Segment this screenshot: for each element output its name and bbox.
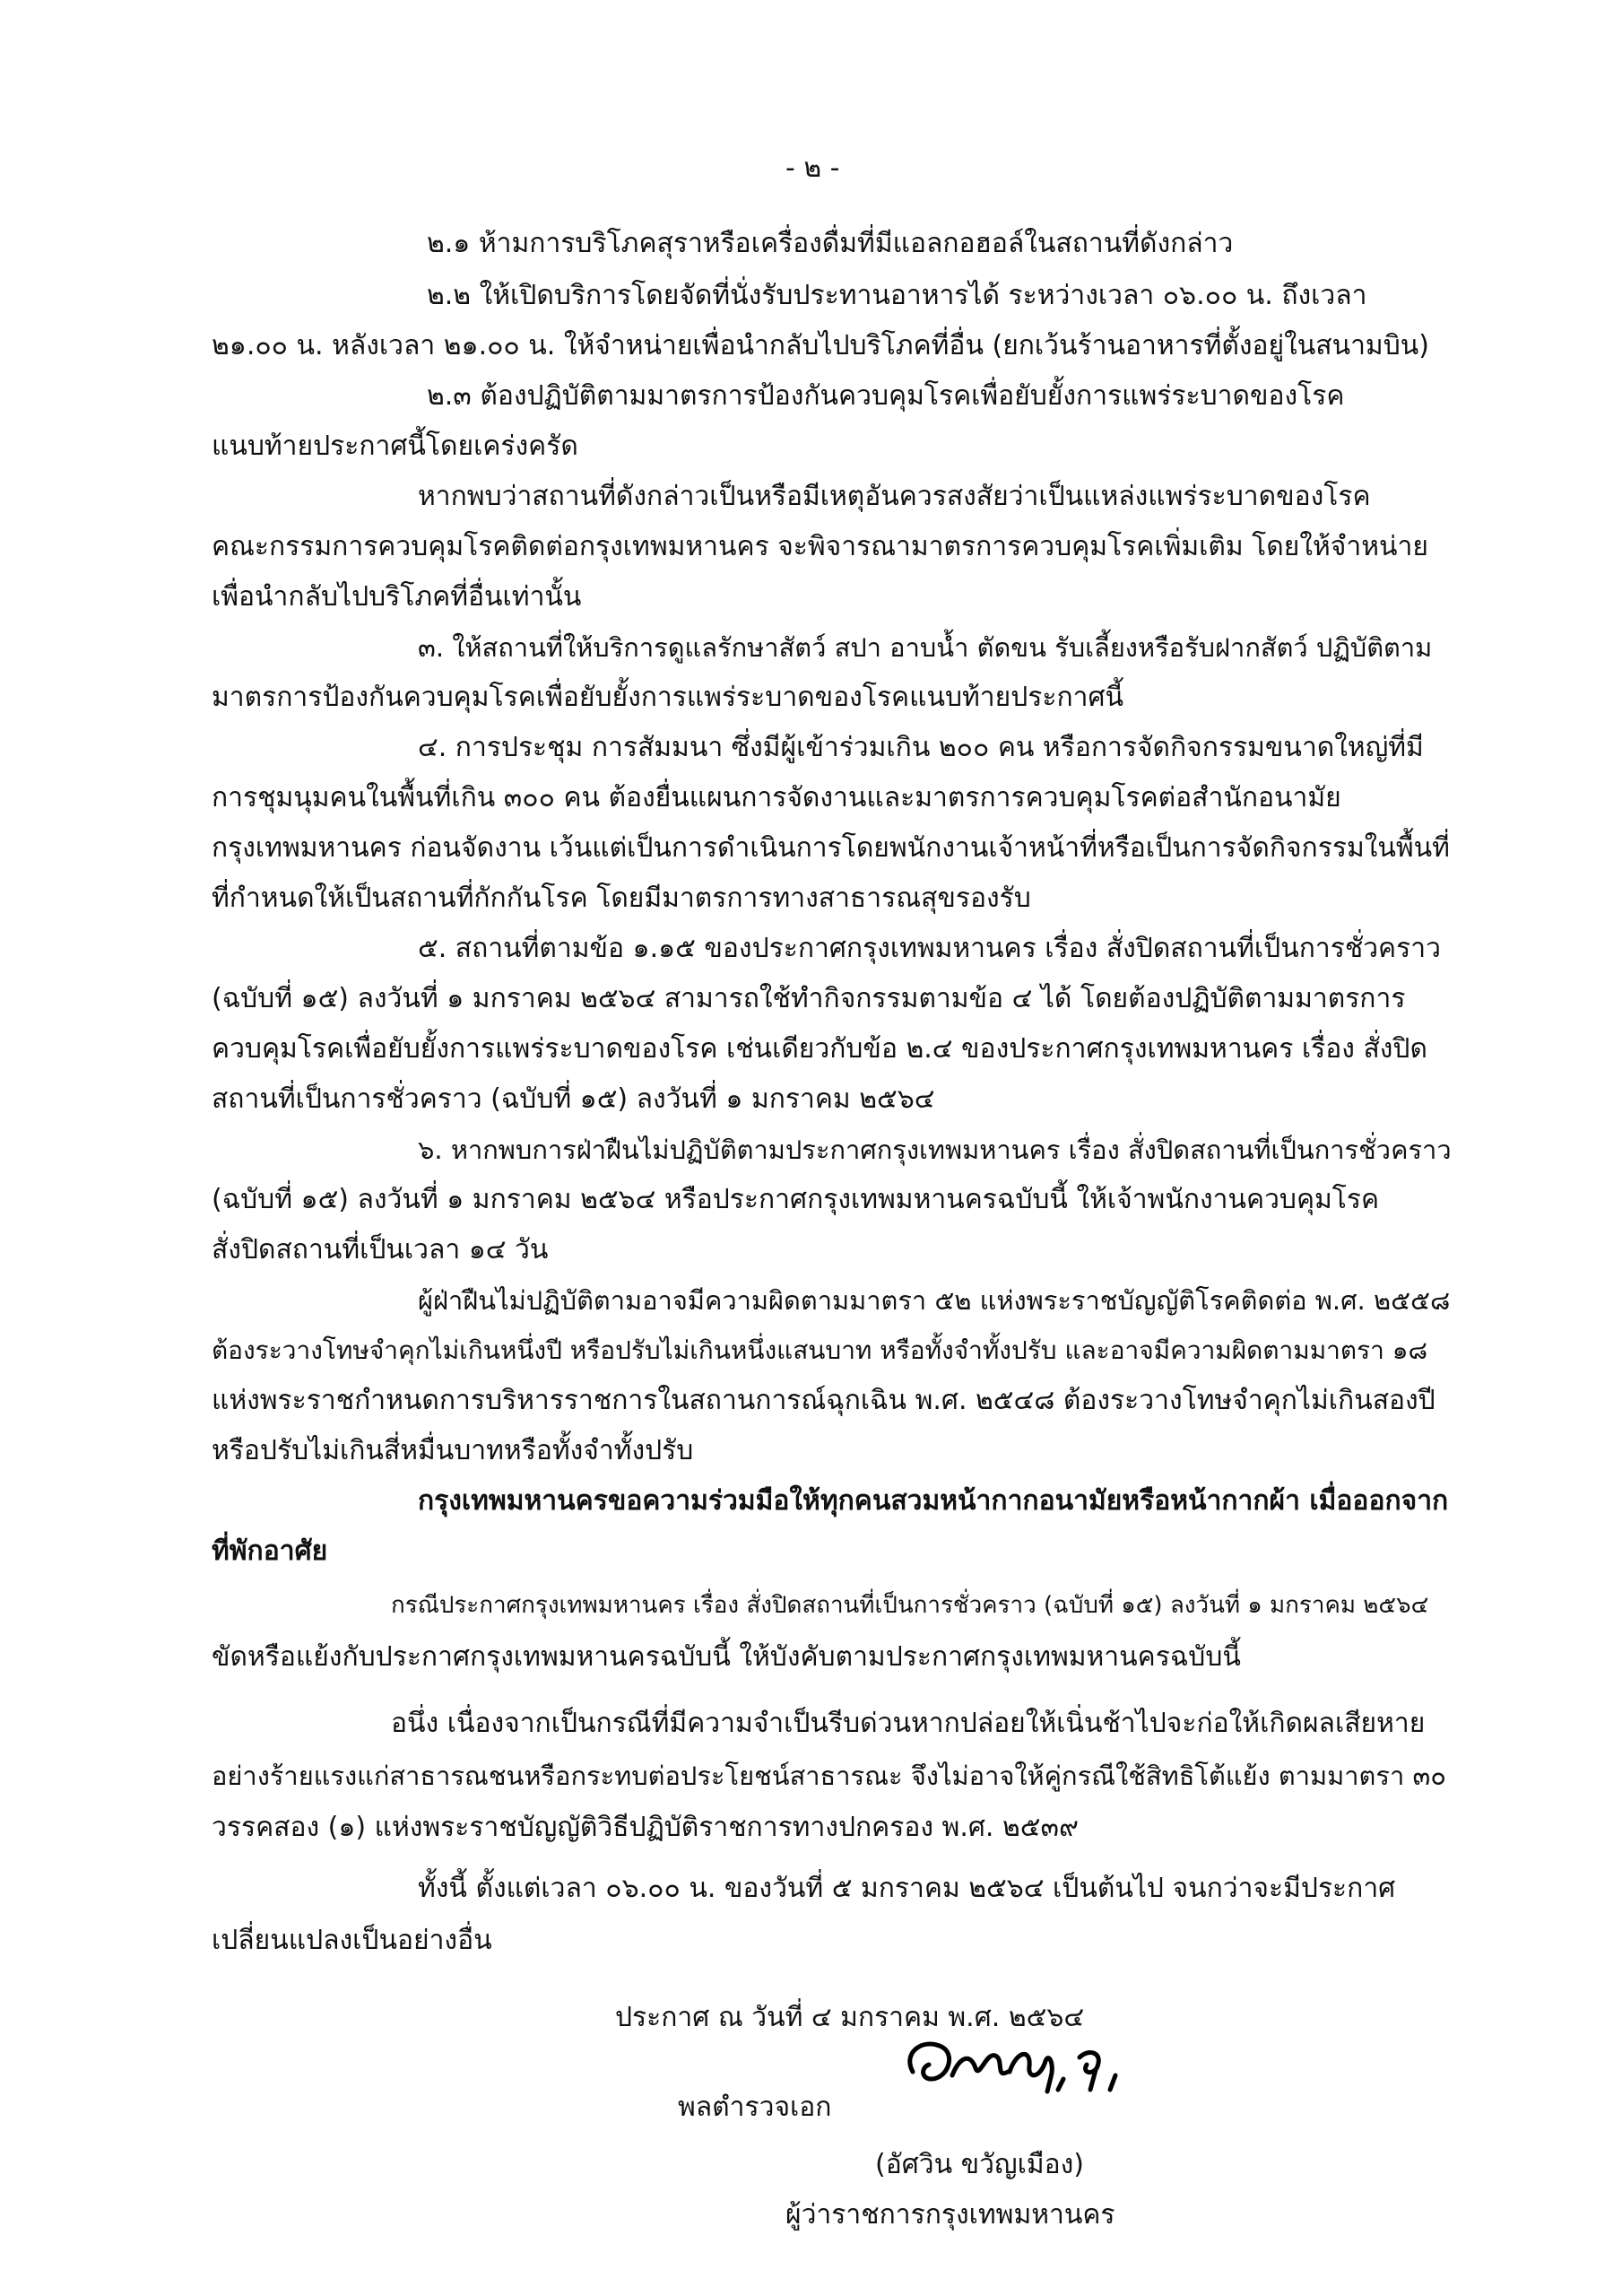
penalty-line-1: ผู้ฝ่าฝืนไม่ปฏิบัติตามอาจมีความผิดตามมาตรา ๕๒ แห่งพระราชบัญญัติโรคติดต่อ พ.ศ. ๒๕๕๘ [418, 1285, 1451, 1316]
urgency-clause-line-3: วรรคสอง (๑) แห่งพระราชบัญญัติวิธีปฏิบัติราชการทางปกครอง พ.ศ. ๒๕๓๙ [212, 1812, 1079, 1843]
clause-2-1-line-1: ๒.๑ ห้ามการบริโภคสุราหรือเครื่องดื่มที่มีแอลกอฮอล์ในสถานที่ดังกล่าว [427, 228, 1234, 259]
clause-4-line-2: การชุมนุมคนในพื้นที่เกิน ๓๐๐ คน ต้องยื่นแผนการจัดงานและมาตรการควบคุมโรคต่อสำนักอนามัย [212, 782, 1341, 813]
clause-4-line-1: ๔. การประชุม การสัมมนา ซึ่งมีผู้เข้าร่วมเกิน ๒๐๐ คน หรือการจัดกิจกรรมขนาดใหญ่ที่มี [418, 732, 1424, 763]
penalty-line-2: ต้องระวางโทษจำคุกไม่เกินหนึ่งปี หรือปรับไม่เกินหนึ่งแสนบาท หรือทั้งจำทั้งปรับ และอาจมีความผิดตามมาตรา ๑๘ [212, 1335, 1428, 1365]
clause-5-line-4: สถานที่เป็นการชั่วคราว (ฉบับที่ ๑๕) ลงวันที่ ๑ มกราคม ๒๕๖๔ [212, 1083, 935, 1115]
urgency-clause-line-1: อนึ่ง เนื่องจากเป็นกรณีที่มีความจำเป็นรีบด่วนหากปล่อยให้เนิ่นช้าไปจะก่อให้เกิดผลเสียหาย [391, 1708, 1426, 1739]
clause-5-line-1: ๕. สถานที่ตามข้อ ๑.๑๕ ของประกาศกรุงเทพมหานคร เรื่อง สั่งปิดสถานที่เป็นการชั่วคราว [418, 933, 1441, 964]
mask-request-line-2: ที่พักอาศัย [212, 1535, 328, 1567]
clause-6-line-1: ๖. หากพบการฝ่าฝืนไม่ปฏิบัติตามประกาศกรุงเทพมหานคร เรื่อง สั่งปิดสถานที่เป็นการชั่วคราว [418, 1135, 1452, 1165]
urgency-clause-line-2: อย่างร้ายแรงแก่สาธารณชนหรือกระทบต่อประโยชน์สาธารณะ จึงไม่อาจให้คู่กรณีใช้สิทธิโต้แย้ง ตามมาตรา ๓๐ [212, 1761, 1446, 1791]
clause-6-line-3: สั่งปิดสถานที่เป็นเวลา ๑๔ วัน [212, 1234, 549, 1265]
penalty-line-4: หรือปรับไม่เกินสี่หมื่นบาทหรือทั้งจำทั้งปรับ [212, 1435, 694, 1466]
page-number: - ๒ - [785, 152, 840, 184]
outbreak-note-line-2: คณะกรรมการควบคุมโรคติดต่อกรุงเทพมหานคร จะพิจารณามาตรการควบคุมโรคเพิ่มเติม โดยให้จำหน่าย [212, 531, 1428, 562]
signatory-name: (อัศวิน ขวัญเมือง) [875, 2149, 1084, 2180]
clause-2-3-line-2: แนบท้ายประกาศนี้โดยเคร่งครัด [212, 430, 578, 462]
clause-2-2-line-1: ๒.๒ ให้เปิดบริการโดยจัดที่นั่งรับประทานอาหารได้ ระหว่างเวลา ๐๖.๐๐ น. ถึงเวลา [427, 280, 1367, 311]
conflict-clause-line-1: กรณีประกาศกรุงเทพมหานคร เรื่อง สั่งปิดสถานที่เป็นการชั่วคราว (ฉบับที่ ๑๕) ลงวันที่ ๑ มกราคม ๒๕๖๔ [391, 1592, 1429, 1619]
clause-3-line-1: ๓. ให้สถานที่ให้บริการดูแลรักษาสัตว์ สปา อาบน้ำ ตัดขน รับเลี้ยงหรือรับฝากสัตว์ ปฏิบัติตาม [418, 632, 1433, 663]
clause-6-line-2: (ฉบับที่ ๑๕) ลงวันที่ ๑ มกราคม ๒๕๖๔ หรือประกาศกรุงเทพมหานครฉบับนี้ ให้เจ้าพนักงานควบคุมโรค [212, 1184, 1380, 1215]
announcement-date: ประกาศ ณ วันที่ ๔ มกราคม พ.ศ. ๒๕๖๔ [615, 2002, 1085, 2033]
conflict-clause-line-2: ขัดหรือแย้งกับประกาศกรุงเทพมหานครฉบับนี้ ให้บังคับตามประกาศกรุงเทพมหานครฉบับนี้ [212, 1641, 1241, 1673]
clause-2-3-line-1: ๒.๓ ต้องปฏิบัติตามมาตรการป้องกันควบคุมโรคเพื่อยับยั้งการแพร่ระบาดของโรค [427, 380, 1345, 412]
signatory-title: ผู้ว่าราชการกรุงเทพมหานคร [785, 2199, 1115, 2231]
clause-5-line-2: (ฉบับที่ ๑๕) ลงวันที่ ๑ มกราคม ๒๕๖๔ สามารถใช้ทำกิจกรรมตามข้อ ๔ ได้ โดยต้องปฏิบัติตามมาตรการ [212, 983, 1406, 1014]
penalty-line-3: แห่งพระราชกำหนดการบริหารราชการในสถานการณ์ฉุกเฉิน พ.ศ. ๒๕๔๘ ต้องระวางโทษจำคุกไม่เกินสองปี [212, 1385, 1436, 1416]
outbreak-note-line-1: หากพบว่าสถานที่ดังกล่าวเป็นหรือมีเหตุอันควรสงสัยว่าเป็นแหล่งแพร่ระบาดของโรค [418, 481, 1371, 512]
effective-date-line-1: ทั้งนี้ ตั้งแต่เวลา ๐๖.๐๐ น. ของวันที่ ๕ มกราคม ๒๕๖๔ เป็นต้นไป จนกว่าจะมีประกาศ [418, 1873, 1396, 1904]
handwritten-signature [897, 2025, 1130, 2106]
mask-request-line-1: กรุงเทพมหานครขอความร่วมมือให้ทุกคนสวมหน้ากากอนามัยหรือหน้ากากผ้า เมื่อออกจาก [418, 1485, 1449, 1517]
outbreak-note-line-3: เพื่อนำกลับไปบริโภคที่อื่นเท่านั้น [212, 581, 582, 613]
clause-4-line-4: ที่กำหนดให้เป็นสถานที่กักกันโรค โดยมีมาตรการทางสาธารณสุขรองรับ [212, 883, 1031, 914]
effective-date-line-2: เปลี่ยนแปลงเป็นอย่างอื่น [212, 1925, 492, 1956]
signatory-rank: พลตำรวจเอก [678, 2092, 832, 2123]
clause-5-line-3: ควบคุมโรคเพื่อยับยั้งการแพร่ระบาดของโรค เช่นเดียวกับข้อ ๒.๔ ของประกาศกรุงเทพมหานคร เรื่อง สั่งปิด [212, 1033, 1427, 1065]
clause-2-2-line-2: ๒๑.๐๐ น. หลังเวลา ๒๑.๐๐ น. ให้จำหน่ายเพื่อนำกลับไปบริโภคที่อื่น (ยกเว้นร้านอาหารที่ตั้งอยู่ในสนามบิน) [212, 330, 1429, 361]
clause-4-line-3: กรุงเทพมหานคร ก่อนจัดงาน เว้นแต่เป็นการดำเนินการโดยพนักงานเจ้าหน้าที่หรือเป็นการจัดกิจกรรมในพื้นที่ [212, 832, 1450, 864]
clause-3-line-2: มาตรการป้องกันควบคุมโรคเพื่อยับยั้งการแพร่ระบาดของโรคแนบท้ายประกาศนี้ [212, 682, 1124, 713]
